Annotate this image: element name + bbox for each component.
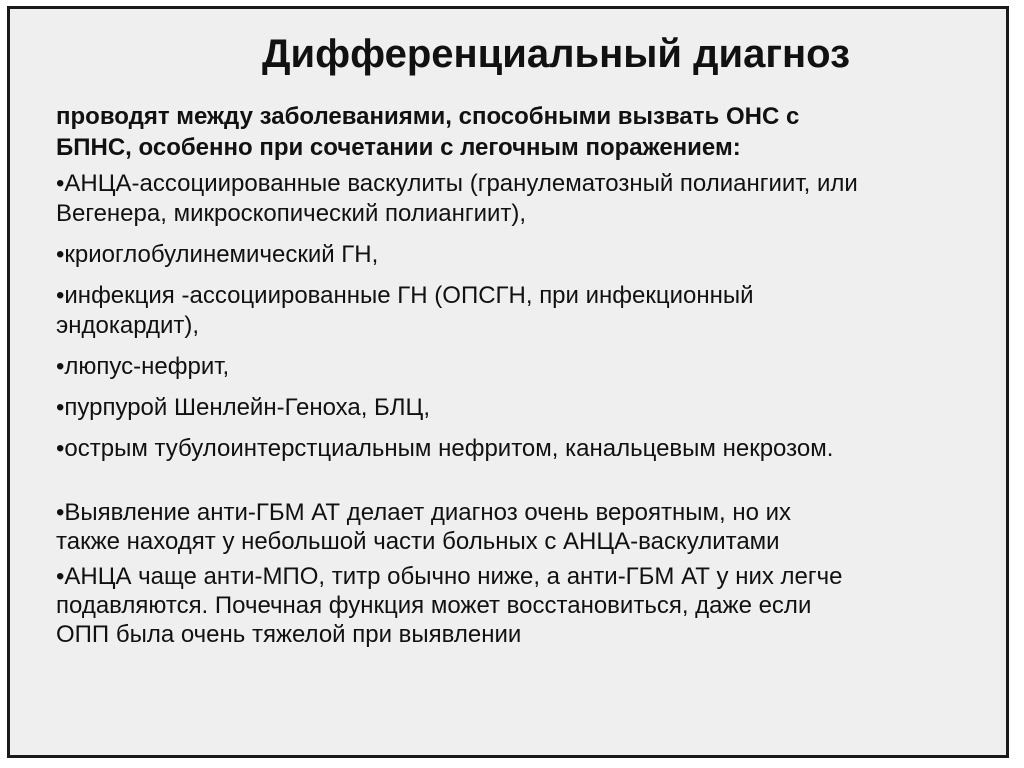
item-line: •люпус-нефрит, [56,353,230,380]
item-line: Вегенера, микроскопический полиангиит), [56,200,527,227]
slide-title: Дифференциальный диагноз [262,32,850,76]
list-item [56,352,1006,382]
slide [7,6,1009,758]
item-line: эндокардит), [56,312,200,339]
intro-text [56,101,1006,163]
intro-line: БПНС, особенно при сочетании с легочным поражением: [56,134,741,161]
list-item [56,281,1006,341]
item-line: •инфекция -ассоциированные ГН (ОПСГН, при инфекционный [56,282,754,309]
list-item [56,169,1006,229]
note-item [56,562,1006,649]
slide-content [56,101,1006,655]
note-line: •Выявление анти-ГБМ АТ делает диагноз очень вероятным, но их [56,499,791,526]
intro-line: проводят между заболеваниями, способными вызвать ОНС с [56,103,800,130]
item-line: •криоглобулинемический ГН, [56,241,379,268]
list-item [56,393,1006,423]
list-item [56,434,1006,464]
note-item [56,498,1006,556]
note-line: •АНЦА чаще анти-МПО, титр обычно ниже, а анти-ГБМ АТ у них легче [56,563,843,590]
item-line: •острым тубулоинтерстциальным нефритом, канальцевым некрозом. [56,435,834,462]
note-line: также находят у небольшой части больных с АНЦА-васкулитами [56,528,780,555]
list-item [56,240,1006,270]
item-line: •пурпурой Шенлейн-Геноха, БЛЦ, [56,394,430,421]
note-line: ОПП была очень тяжелой при выявлении [56,621,522,648]
note-line: подавляются. Почечная функция может восстановиться, даже если [56,592,812,619]
item-line: •АНЦА-ассоциированные васкулиты (гранулематозный полиангиит, или [56,170,858,197]
